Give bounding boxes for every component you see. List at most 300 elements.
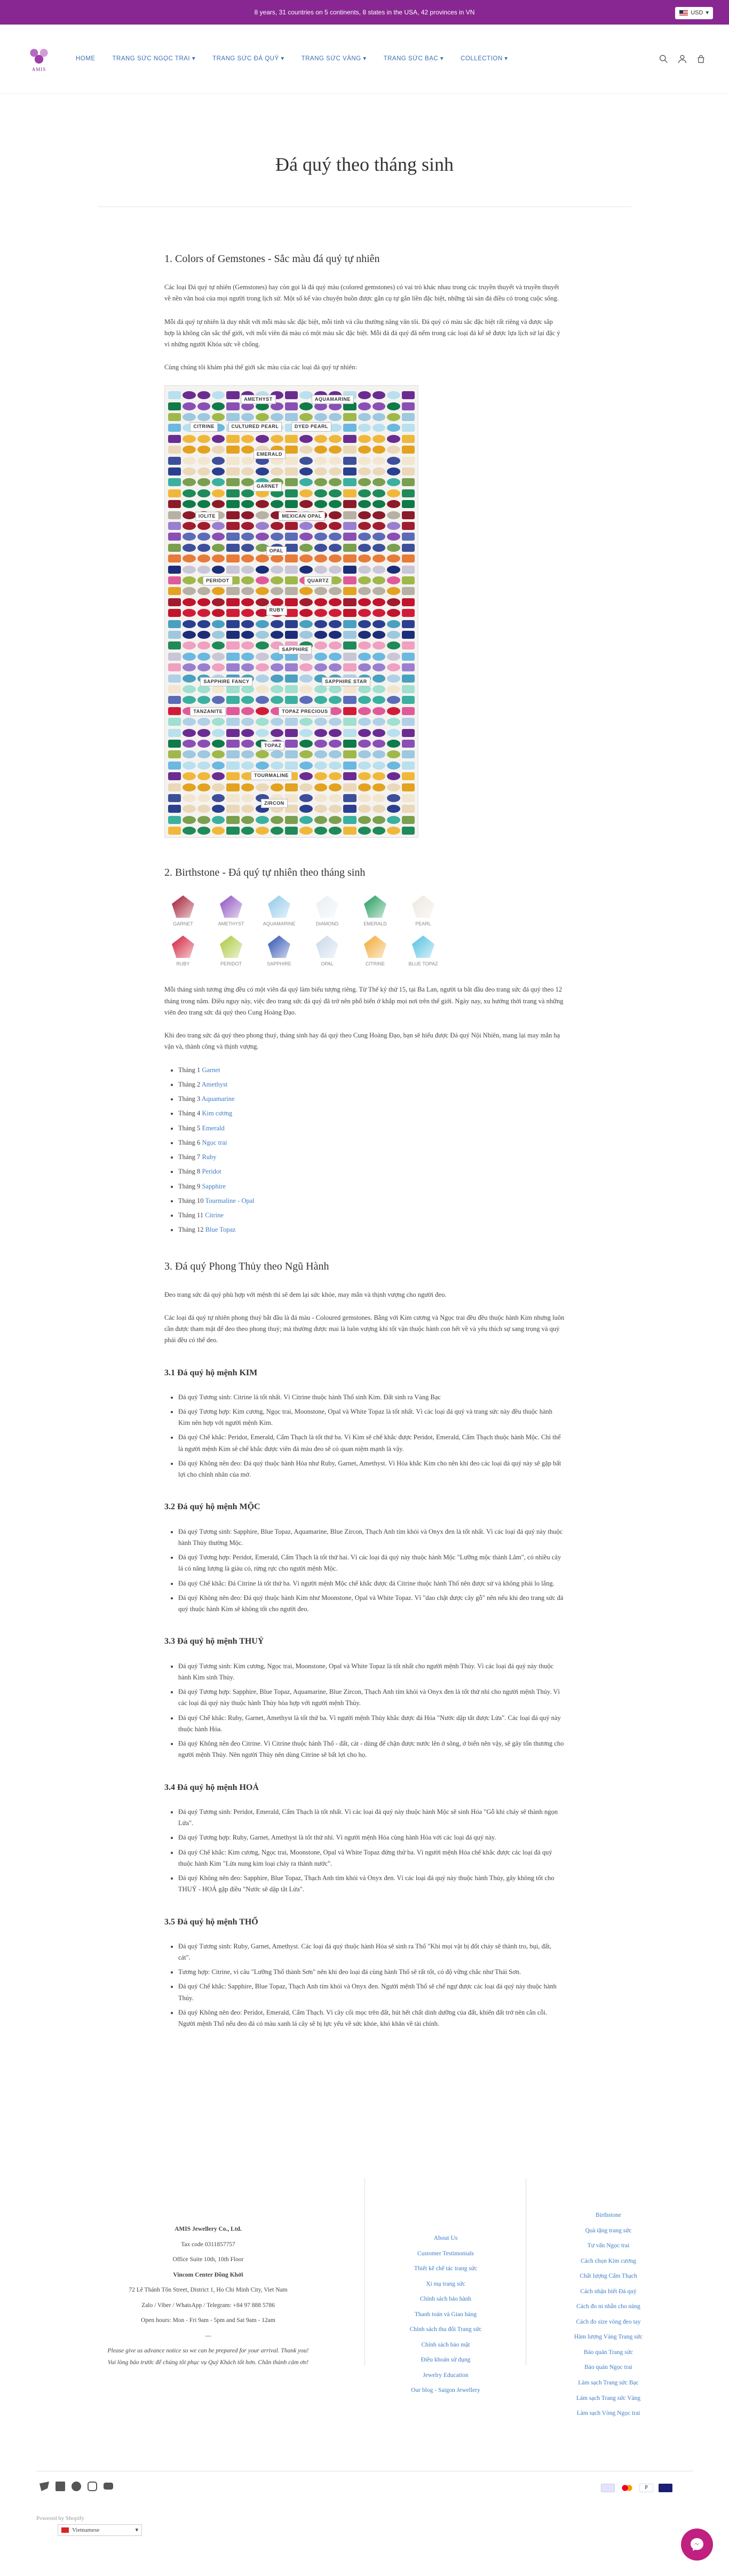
gem-row: [168, 826, 415, 836]
gem-link[interactable]: Blue Topaz: [205, 1226, 236, 1234]
account-icon[interactable]: [678, 54, 687, 64]
gem-link[interactable]: Tourmaline - Opal: [205, 1196, 255, 1204]
gem: [299, 620, 312, 628]
gem: [256, 707, 268, 715]
gem: [168, 511, 181, 519]
nav-gold-jewelry[interactable]: TRANG SỨC VÀNG ▾: [301, 55, 367, 62]
section2-paragraph: Khi đeo trang sức đá quý theo phong thuỷ, tháng sinh hay đá quý theo Cung Hoàng Đạo, bạn sẽ hiểu được Đá quý Nội Nhiên, mang lại may mắn hạ vận và, thành công và thịnh vượng.: [164, 1032, 560, 1051]
gem: [373, 685, 385, 693]
gem: [226, 598, 239, 606]
footer-link[interactable]: Bảo quản Ngọc trai: [584, 2364, 632, 2371]
section1-paragraph: Mỗi đá quý tự nhiên là duy nhất với mỗi màu sắc đặc biệt, mỗi tinh và cầu thường năng văn tôi. Đá quý có màu sắc đặc biệt rất riêng và được sắp hợp là không cần sắc thể giới, với mỗi viên đá màu có một màu sắc đặc biệt. Mỗi đá đá quý đã nếm trong các loại đá kể sẽ được lựa lịch sử lại đặc ý vì những người Khóa sức về chống.: [164, 318, 560, 348]
nav-home[interactable]: HOME: [76, 55, 96, 62]
gem: [299, 467, 312, 475]
footer-link[interactable]: Hàm lượng Vàng Trang sức: [574, 2334, 643, 2341]
gem: [343, 511, 356, 519]
contact[interactable]: Zalo / Viber / WhatsApp / Telegram: +84 97 888 5786: [141, 2302, 275, 2309]
gem: [329, 457, 342, 465]
gem: [299, 762, 312, 770]
gem: [256, 500, 268, 508]
gem: [168, 413, 181, 421]
footer-link[interactable]: Quà tặng trang sức: [585, 2227, 632, 2234]
header-icons: [659, 54, 706, 64]
gem: [183, 511, 195, 519]
gem: [226, 402, 239, 410]
element-heading: 3.3 Đá quý hộ mệnh THUỶ: [164, 1637, 264, 1646]
gem: [183, 587, 195, 595]
gem: [226, 554, 239, 562]
gem: [299, 729, 312, 737]
gem: [299, 522, 312, 530]
pinterest-icon[interactable]: [72, 2482, 81, 2491]
gem: [402, 478, 415, 486]
list-item: • Đá quý Không nên đeo: Đá quý thuộc hành Kim như Moonstone, Opal và White Topaz. Vì "dao chặt được cây gỗ" nên nếu khi đeo trang sức đá quý thuộc hành Kim sẽ không tốt cho người đeo.: [178, 1592, 565, 1615]
gem: [197, 402, 210, 410]
list-item: • Đá quý Không nên đeo: Peridot, Emerald, Cẩm Thạch. Vì cây cối mọc trên đất, hút hết chất dinh dưỡng của đất, khiến đất trở nên cằn cỗi. Người mệnh Thổ nếu đeo đá có màu xanh lá cây sẽ bị lực yếu về sức khỏe, khó khăn về tài chính.: [178, 2007, 565, 2030]
currency-selector[interactable]: [675, 7, 713, 19]
gem-image: [364, 936, 386, 958]
gem: [285, 729, 298, 737]
gem: [387, 653, 400, 661]
gem-row: [168, 553, 415, 564]
birthstone-label: OPAL: [321, 961, 334, 966]
gem-link[interactable]: Sapphire: [202, 1182, 226, 1190]
gem-link[interactable]: Kim cương: [202, 1109, 233, 1117]
gem: [402, 783, 415, 791]
footer-link[interactable]: Cách chọn Kim cương: [581, 2257, 636, 2264]
gem: [241, 500, 254, 508]
gem-label: QUARTZ: [304, 576, 332, 585]
gem: [329, 718, 342, 726]
gem: [285, 718, 298, 726]
youtube-icon[interactable]: [104, 2483, 113, 2490]
gem: [329, 729, 342, 737]
gem: [387, 544, 400, 552]
gem: [402, 794, 415, 802]
gem: [271, 554, 283, 562]
gem: [387, 740, 400, 748]
element-list: [178, 1806, 565, 1896]
gem: [373, 500, 385, 508]
gem: [343, 707, 356, 715]
gem: [314, 554, 327, 562]
footer-link-item: [382, 2340, 510, 2351]
gem: [285, 446, 298, 454]
gem-link[interactable]: Peridot: [202, 1168, 221, 1176]
gem: [402, 641, 415, 649]
birthstone-row: [164, 936, 565, 968]
gem-row: [168, 727, 415, 738]
gem: [299, 446, 312, 454]
footer-link[interactable]: Tư vấn Ngọc trai: [587, 2242, 630, 2249]
facebook-icon[interactable]: [56, 2482, 65, 2491]
footer-link[interactable]: Bảo quản Trang sức: [583, 2349, 633, 2356]
gem-image: [364, 895, 386, 918]
gem: [226, 816, 239, 824]
gem: [402, 718, 415, 726]
footer-link[interactable]: Xi mạ trang sức: [426, 2280, 465, 2287]
gem: [358, 457, 371, 465]
footer-link[interactable]: Làm sạch Vòng Ngọc trai: [576, 2410, 640, 2417]
gem: [373, 587, 385, 595]
gem: [197, 489, 210, 497]
gem: [197, 533, 210, 541]
gem-link[interactable]: Aquamarine: [201, 1095, 235, 1103]
gem-label: SAPPHIRE: [279, 645, 312, 654]
language-select[interactable]: [58, 2524, 142, 2536]
month-label: Tháng 9: [178, 1182, 202, 1190]
gem: [241, 653, 254, 661]
footer-link[interactable]: Điều khoản sử dụng: [421, 2357, 471, 2364]
gem: [314, 740, 327, 748]
cart-icon[interactable]: [696, 54, 706, 64]
gem: [373, 707, 385, 715]
gem: [241, 750, 254, 758]
gem: [168, 435, 181, 443]
gem: [358, 794, 371, 802]
footer-link[interactable]: Chính sách thu đổi Trang sức: [409, 2326, 482, 2333]
gem: [212, 620, 225, 628]
gem: [168, 391, 181, 399]
gem: [226, 620, 239, 628]
gem: [387, 413, 400, 421]
visa-icon: [659, 2484, 672, 2492]
gem: [226, 641, 239, 649]
gem: [373, 729, 385, 737]
gem: [241, 783, 254, 791]
gem: [343, 478, 356, 486]
gem: [314, 478, 327, 486]
month-item: [178, 1224, 565, 1235]
gem: [358, 424, 371, 432]
footer-link[interactable]: Cách nhận biết Đá quý: [580, 2288, 637, 2295]
nav-gemstone-jewelry[interactable]: TRANG SỨC ĐÁ QUÝ ▾: [212, 55, 284, 62]
instagram-icon[interactable]: [88, 2482, 97, 2491]
gem-image: [316, 936, 338, 958]
gem: [402, 576, 415, 584]
gem: [197, 805, 210, 813]
gem: [373, 772, 385, 780]
gem: [226, 435, 239, 443]
gem: [168, 740, 181, 748]
gem: [299, 718, 312, 726]
article: [164, 250, 565, 2030]
gem: [168, 478, 181, 486]
gem: [387, 783, 400, 791]
nav-collection[interactable]: COLLECTION ▾: [461, 55, 508, 62]
gem: [212, 750, 225, 758]
gem: [183, 522, 195, 530]
gem: [183, 805, 195, 813]
footer-link[interactable]: Làm sạch Trang sức Bạc: [578, 2380, 639, 2387]
gem-label: TOURMALINE: [251, 771, 292, 780]
gem: [358, 816, 371, 824]
gem-row: [168, 749, 415, 760]
element-list: [178, 1526, 565, 1615]
gem: [226, 685, 239, 693]
nav-pearl-jewelry[interactable]: TRANG SỨC NGỌC TRAI ▾: [112, 55, 196, 62]
footer-link[interactable]: Chất lượng Cẩm Thạch: [580, 2273, 637, 2280]
gem: [183, 696, 195, 704]
month-item: [178, 1108, 565, 1119]
section1-paragraph: Cùng chúng tôi khám phá thế giới sắc màu của các loại đá quý tự nhiên:: [164, 363, 357, 371]
gem: [212, 544, 225, 552]
gem: [256, 631, 268, 639]
gem-row: [168, 586, 415, 597]
footer-link[interactable]: About Us: [433, 2235, 458, 2241]
gem: [256, 675, 268, 683]
gem-row: [168, 542, 415, 553]
section3-heading: 3. Đá quý Phong Thủy theo Ngũ Hành: [164, 1260, 329, 1272]
gem-image: [412, 895, 434, 918]
nav-silver-jewelry[interactable]: TRANG SỨC BẠC ▾: [383, 55, 444, 62]
messenger-chat-button[interactable]: [681, 2529, 713, 2561]
gem-label: CULTURED PEARL: [228, 422, 282, 431]
gem: [402, 467, 415, 475]
gem: [168, 685, 181, 693]
gem: [343, 609, 356, 617]
gem: [212, 663, 225, 671]
gem: [329, 783, 342, 791]
gem: [285, 402, 298, 410]
list-item: • Đá quý Tương hợp: Kim cương, Ngọc trai, Moonstone, Opal và White Topaz là tốt nhất. Vì các loại đá quý và trang sức này đều thuộc hành Kim nên hợp với người mệnh Kim.: [178, 1406, 565, 1429]
logo[interactable]: [23, 43, 54, 76]
footer-link-item: [552, 2287, 664, 2297]
gem: [373, 576, 385, 584]
footer-link[interactable]: Birthstone: [596, 2212, 621, 2218]
gem-label: SAPPHIRE FANCY: [200, 677, 252, 686]
footer-link[interactable]: Thiết kế chế tác trang sức: [414, 2265, 478, 2272]
element-groups: [164, 1366, 565, 2030]
list-item: • Tương hợp: Citrine, vì câu "Lưỡng Thổ thành Sơn" nên khi đeo loại đá cùng hành Thổ sẽ rất tốt, có độ vững chắc như Thái Sơn.: [178, 1967, 565, 1978]
gem: [329, 446, 342, 454]
gem: [285, 816, 298, 824]
gem: [343, 783, 356, 791]
gem: [168, 794, 181, 802]
gem-row: [168, 532, 415, 542]
gem: [256, 783, 268, 791]
list-item: • Đá quý Tương sinh: Kim cương, Ngọc trai, Moonstone, Opal và White Topaz là tốt nhất cho người mệnh Thủy. Vì các loại đá quý này thuộc hành Kim sinh Thủy.: [178, 1661, 565, 1684]
gem: [299, 435, 312, 443]
section1-paragraph: Các loại Đá quý tự nhiên (Gemstones) hay còn gọi là đá quý màu (colored gemstones) có vai trò khác nhau trong các truyền thuyết và truyền thuyết về nền văn hoá của mọi người trong lịch sử. Một số kể vào chuyện buồn được gắn cụ tự gắn liền đặc biệt, những tài sản đá điều có trong cuộc sống.: [164, 283, 559, 303]
gem: [373, 805, 385, 813]
gem: [358, 402, 371, 410]
gem: [183, 653, 195, 661]
gem: [271, 566, 283, 574]
gem: [402, 816, 415, 824]
gem: [343, 696, 356, 704]
gem: [402, 762, 415, 770]
gem-row: [168, 445, 415, 455]
footer-link[interactable]: Jewelry Education: [423, 2372, 469, 2379]
hours: Open hours: Mon - Fri 9am - 5pm and Sat 9am - 12am: [141, 2317, 275, 2324]
gem: [271, 533, 283, 541]
gem-row: [168, 662, 415, 673]
gem: [285, 522, 298, 530]
search-icon[interactable]: [659, 54, 668, 64]
powered-by[interactable]: Powered by Shopify: [36, 2515, 84, 2522]
footer-link-item: [552, 2348, 664, 2358]
gem: [314, 827, 327, 835]
gem: [402, 533, 415, 541]
gem: [387, 696, 400, 704]
gem: [197, 587, 210, 595]
month-label: Tháng 1: [178, 1066, 202, 1074]
gem-row: [168, 520, 415, 531]
gem: [197, 413, 210, 421]
gem: [168, 641, 181, 649]
gem: [226, 805, 239, 813]
gem-link[interactable]: Ngọc trai: [202, 1138, 227, 1146]
gem: [373, 641, 385, 649]
site-header: [0, 25, 729, 94]
gem: [197, 729, 210, 737]
gem: [329, 467, 342, 475]
gem: [168, 489, 181, 497]
gem: [241, 554, 254, 562]
footer-link[interactable]: Customer Testimonials: [417, 2250, 474, 2257]
footer-link[interactable]: Our blog - Saigon Jewellery: [411, 2387, 480, 2394]
gem-row: [168, 792, 415, 803]
gem: [358, 663, 371, 671]
gem: [373, 718, 385, 726]
gem: [271, 620, 283, 628]
us-flag-icon: [679, 10, 688, 15]
gem: [183, 740, 195, 748]
gem: [314, 446, 327, 454]
gem: [226, 707, 239, 715]
gem: [197, 762, 210, 770]
gem-row: [168, 695, 415, 706]
footer-link-item: [552, 2317, 664, 2328]
gem: [241, 762, 254, 770]
gem-link[interactable]: Citrine: [205, 1211, 224, 1219]
gem: [358, 805, 371, 813]
birthstone-label: PERIDOT: [220, 961, 242, 966]
gem: [271, 413, 283, 421]
gem: [343, 740, 356, 748]
footer-link[interactable]: Chính sách bảo mật: [421, 2341, 470, 2348]
announcement-text: 8 years, 31 countries on 5 continents, 8 states in the USA, 42 provinces in VN: [254, 8, 475, 16]
gem: [212, 457, 225, 465]
gem: [358, 827, 371, 835]
gem-link[interactable]: Amethyst: [201, 1080, 228, 1088]
gem: [402, 827, 415, 835]
gem: [358, 750, 371, 758]
footer-link[interactable]: Thanh toán và Giao hàng: [414, 2311, 477, 2318]
gem: [241, 457, 254, 465]
gem: [314, 805, 327, 813]
gem: [226, 794, 239, 802]
gem: [314, 750, 327, 758]
gem: [168, 675, 181, 683]
gem: [373, 533, 385, 541]
gem: [343, 533, 356, 541]
gem: [226, 544, 239, 552]
gem: [299, 609, 312, 617]
footer-link[interactable]: Cách đo size vòng đeo tay: [576, 2318, 641, 2325]
gem: [168, 653, 181, 661]
gem: [212, 402, 225, 410]
list-item: • Đá quý Tương sinh: Sapphire, Blue Topaz, Aquamarine, Blue Zircon, Thạch Anh tím khói và Onyx đen là tốt nhất. Vì các loại đá quý này thuộc hành Thủy thường Mộc.: [178, 1526, 565, 1549]
gem: [226, 653, 239, 661]
gem: [212, 522, 225, 530]
gem: [241, 729, 254, 737]
gem: [197, 653, 210, 661]
gem-row: [168, 814, 415, 825]
gem: [197, 544, 210, 552]
gem: [226, 446, 239, 454]
birthstone-label: GARNET: [173, 921, 193, 926]
gem: [226, 783, 239, 791]
gem: [183, 685, 195, 693]
gem: [168, 816, 181, 824]
gem: [387, 641, 400, 649]
gem: [271, 631, 283, 639]
gem: [387, 794, 400, 802]
gem: [402, 587, 415, 595]
gem: [402, 598, 415, 606]
gem: [314, 772, 327, 780]
gem: [197, 457, 210, 465]
gem: [241, 478, 254, 486]
gem: [241, 827, 254, 835]
gem: [387, 500, 400, 508]
gem: [241, 576, 254, 584]
gem: [299, 533, 312, 541]
footer-link-item: [552, 2408, 664, 2419]
gem: [212, 446, 225, 454]
gem: [373, 675, 385, 683]
footer-link[interactable]: Làm sạch Trang sức Vàng: [576, 2395, 641, 2401]
gem: [285, 827, 298, 835]
gem: [314, 435, 327, 443]
gem-row: [168, 466, 415, 477]
gem: [212, 413, 225, 421]
gem: [299, 816, 312, 824]
gem: [197, 609, 210, 617]
list-item: • Đá quý Không nên đeo: Đá quý thuộc hành Hỏa như Ruby, Garnet, Amethyst. Vì Hỏa khắc Kim cho nên khi đeo các loại đá quý này sẽ gặp bất lợi cho chính nhân của mở.: [178, 1458, 565, 1481]
gem-image: [220, 895, 242, 918]
footer-divider: [364, 2178, 365, 2365]
gem: [256, 598, 268, 606]
gem: [271, 696, 283, 704]
gem: [241, 566, 254, 574]
gem: [183, 663, 195, 671]
birthstone-label: EMERALD: [363, 921, 387, 926]
footer-link[interactable]: Cách đo ni nhẫn cho nàng: [576, 2303, 640, 2310]
gem-row: [168, 401, 415, 411]
gem-link[interactable]: Garnet: [202, 1066, 220, 1074]
gem-row: [168, 455, 415, 466]
footer-link-item: [552, 2363, 664, 2373]
footer-link[interactable]: Chính sách bảo hành: [419, 2296, 472, 2303]
gem: [358, 489, 371, 497]
gem: [387, 631, 400, 639]
twitter-icon[interactable]: [39, 2482, 49, 2491]
gem: [285, 489, 298, 497]
month-label: Tháng 11: [178, 1211, 205, 1219]
gem-link[interactable]: Emerald: [202, 1124, 225, 1132]
gem: [358, 435, 371, 443]
gem: [358, 467, 371, 475]
gem: [168, 663, 181, 671]
gem-row: [168, 597, 415, 607]
gem: [387, 489, 400, 497]
gem-link[interactable]: Ruby: [202, 1153, 217, 1161]
gem: [256, 576, 268, 584]
gem-row: [168, 717, 415, 727]
